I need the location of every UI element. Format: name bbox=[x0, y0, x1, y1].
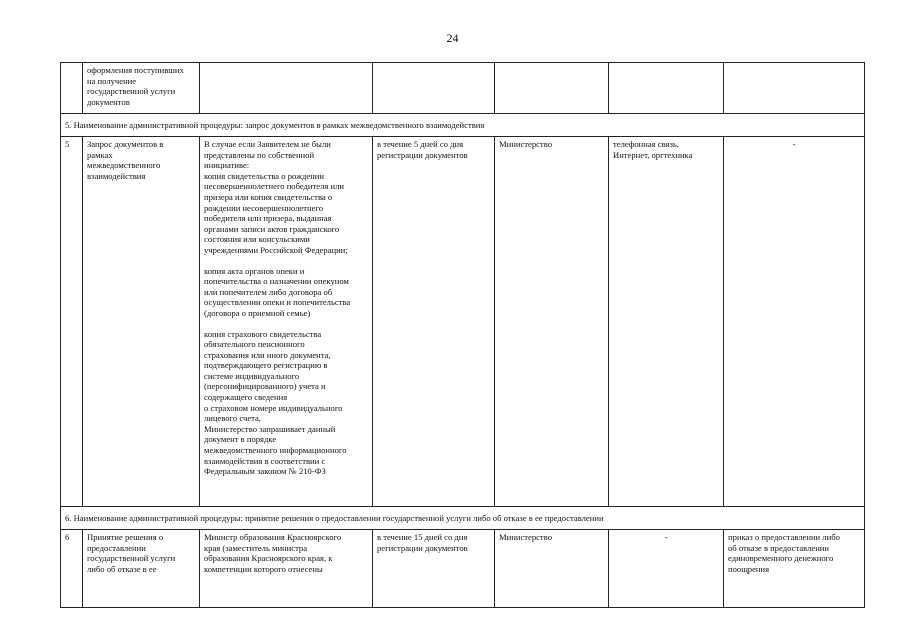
cell-term-6: в течение 15 дней со дня регистрации документов bbox=[373, 530, 495, 608]
cell-resources-empty bbox=[609, 63, 724, 114]
cell-content-5 bbox=[200, 137, 373, 507]
cell-resources-6: - bbox=[609, 530, 724, 608]
table-row-6 bbox=[61, 530, 865, 608]
cell-resources-5: телефонная связь, Интернет, оргтехника bbox=[609, 137, 724, 507]
cell-executor-empty bbox=[495, 63, 609, 114]
cell-procedure-name: оформления поступивших на получение государственной услуги документов bbox=[83, 63, 200, 114]
section-header-6 bbox=[61, 507, 865, 530]
cell-term-5: в течение 5 дней со дня регистрации документов bbox=[373, 137, 495, 507]
cell-num-empty bbox=[61, 63, 83, 114]
cell-result-empty bbox=[724, 63, 865, 114]
section-header-5 bbox=[61, 114, 865, 137]
cell-term-empty bbox=[373, 63, 495, 114]
cell-content-empty bbox=[200, 63, 373, 114]
cell-executor-5: Министерство bbox=[495, 137, 609, 507]
cell-num-6: 6 bbox=[61, 530, 83, 608]
page-number: 24 bbox=[446, 31, 459, 45]
cell-result-5: - bbox=[724, 137, 865, 507]
cell-name-5: Запрос документов в рамках межведомственного взаимодействия bbox=[83, 137, 200, 507]
procedures-table bbox=[60, 62, 865, 608]
table-row-continuation bbox=[61, 63, 865, 114]
content-paragraph-2: копия акта органов опеки и попечительства о назначении опекуном или попечителем либо договора об осуществлении опеки и попечительства (договора о приемной семье) bbox=[204, 265, 351, 318]
section-title-6: 6. Наименование административной процедуры: принятие решения о предоставлении государственной услуги либо об отказе в ее предоставлении bbox=[61, 507, 865, 530]
cell-num-5: 5 bbox=[61, 137, 83, 507]
table-row-5 bbox=[61, 137, 865, 507]
cell-result-6: приказ о предоставлении либо об отказе в предоставлении единовременного денежного поощрения bbox=[724, 530, 865, 608]
cell-executor-6: Министерство bbox=[495, 530, 609, 608]
cell-name-6: Принятие решения о предоставлении государственной услуги либо об отказе в ее bbox=[83, 530, 200, 608]
cell-content-6: Министр образования Красноярского края (заместитель министра образования Красноярского края, к компетенции которого отнесены bbox=[200, 530, 373, 608]
section-title-5: 5. Наименование административной процедуры: запрос документов в рамках межведомственного взаимодействия bbox=[61, 114, 865, 137]
content-paragraph-3: копия страхового свидетельства обязательного пенсионного страхования или иного документа, подтверждающего регистрацию в системе индивидуального (персонифицированного) учета и содержащего сведения о страховом номере индивидуального лицевого счета, Министерство запрашивает данный документ в порядке межведомственного информационного взаимодействия в соответствии с Федеральным законом № 210-ФЗ bbox=[204, 328, 347, 477]
content-paragraph-1: В случае если Заявителем не были представлены по собственной инициативе: копия свидетельства о рождении несовершеннолетнего победителя или призера или копия свидетельства о рождении несовершеннолетнего победителя или призера, выданная органами записи актов гражданского состояния или консульскими учреждениями Российской Федерации; bbox=[204, 139, 348, 255]
